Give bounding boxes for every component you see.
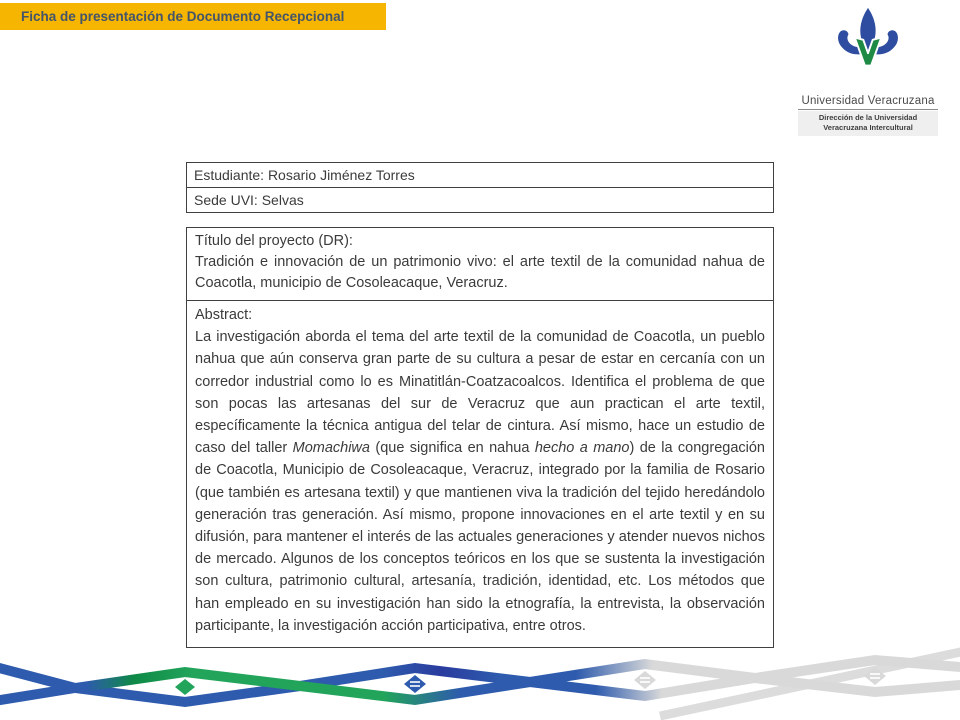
- ribbon-diamond-blue: [404, 675, 426, 693]
- abstract-text: La investigación aborda el tema del arte textil de la comunidad de Coacotla, un pueblo nahua que aún conserva gran parte de su cultura a pesar de estar en cercanía con un corredor industrial como lo es Minatitlán-Coatzacoalcos. Identifica el problema de que son pocas las artesanas del sur de Veracruz que aun practican el arte textil, específicamente la técnica antigua del telar de cintura. Así mismo, hace un estudio de caso del taller Momachiwa (que significa en nahua hecho a mano) de la congregación de Coacotla, Municipio de Cosoleacaque, Veracruz, integrado por la familia de Rosario (que también es artesana textil) y que mantienen viva la tradición del tejido heredándolo generación tras generación. Así mismo, propone innovaciones en el arte textil y en su difusión, para mantener el interés de las actuales generaciones y atender nuevos nichos de mercado. Algunos de los conceptos teóricos en los que se sustenta la investigación son cultura, patrimonio cultural, artesanía, tradición, identidad, etc. Los métodos que han empleado en su investigación han sido la etnografía, la entrevista, la observación participante, la investigación acción participativa, entre otros.: [195, 329, 765, 634]
- page-title: Ficha de presentación de Documento Recepcional: [21, 9, 345, 24]
- institution-name: Universidad Veracruzana: [798, 95, 938, 110]
- woven-ribbon-decoration: [0, 642, 960, 720]
- department-line1: Dirección de la Universidad: [818, 113, 918, 122]
- university-logo-block: [798, 6, 938, 136]
- abstract-cell: [187, 301, 773, 647]
- department-line2: Veracruzana Intercultural: [823, 123, 913, 133]
- ribbon-diamond-gray-1: [634, 671, 656, 689]
- header-bar: [0, 3, 386, 30]
- department-name: [798, 111, 938, 136]
- project-title-cell: [187, 228, 773, 301]
- table-row-sede: Sede UVI: Selvas: [187, 187, 773, 212]
- project-title-text: Tradición e innovación de un patrimonio vivo: el arte textil de la comunidad nahua de Coacotla, municipio de Cosoleacaque, Veracruz.: [195, 254, 765, 291]
- abstract-label: Abstract:: [195, 307, 253, 323]
- ribbon-diamond-green: [175, 679, 195, 695]
- project-table: [186, 227, 774, 648]
- fleur-de-lis-icon: [829, 6, 907, 94]
- project-title-label: Título del proyecto (DR):: [195, 233, 353, 249]
- table-row-estudiante: Estudiante: Rosario Jiménez Torres: [194, 167, 415, 183]
- student-info-table: [186, 162, 774, 213]
